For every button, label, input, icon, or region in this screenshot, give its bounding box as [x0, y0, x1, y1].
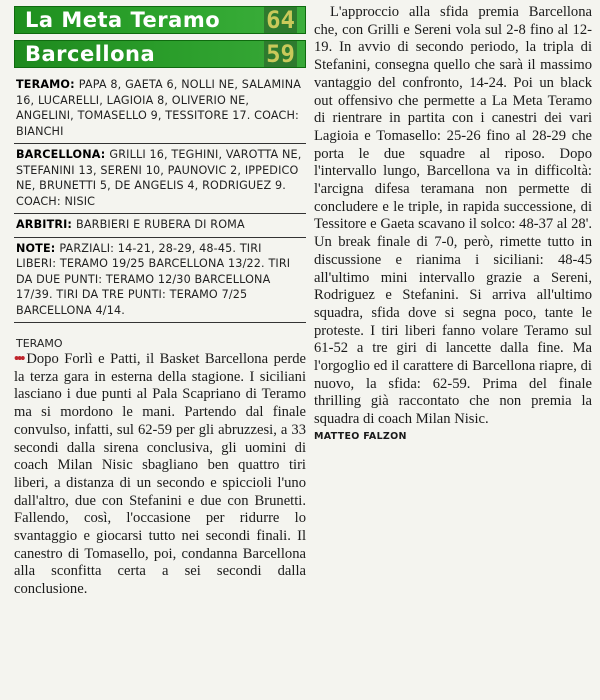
arbitri-label: ARBITRI:: [16, 218, 73, 231]
arbitri-text: BARBIERI E RUBERA DI ROMA: [76, 218, 245, 231]
bullet-marker: •••: [14, 351, 24, 367]
article-paragraph-2: L'approccio alla sfida premia Barcellona che, con Grilli e Sereni vola sul 2-8 fino al 12-19. In avvio di secondo periodo, la tripla di Stefanini, consegna quello che sarà il massimo vantaggio del confronto, 14-24. Poi un black out offensivo che permette a La Meta Teramo di rientrare in partita con i canestri dei vari Lagioia e Tomasello: 25-26 fino al 28-29 che porta le due squadre al riposo. Dopo l'intervallo lungo, Barcellona va in difficoltà: l'arcigna difesa teramana non permette di concludere e le triple, in rapida successione, di Tessitore e Gaeta scavano il solco: 48-37 al 28'. Un break finale di 7-0, però, rimette tutto in discussione e rianima i siciliani: 48-45 all'ultimo mini intervallo grazie a Sereni, Rodriguez e Stefanini. Si arriva all'ultimo squadra, sfida dove si segna poco, tante le proteste. I tiri liberi fanno volare Teramo sul 61-52 a tre giri di lancette dalla fine. Ma l'orgoglio ed il carattere di Barcellona riapre, di nuovo, la sfida: 62-59. Prima del finale thrilling già raccontato che non premia la squadra di coach Milan Nisic.: [314, 4, 592, 428]
left-column: [14, 6, 306, 599]
dateline: TERAMO: [16, 337, 63, 350]
away-team-score: 59: [266, 40, 295, 68]
barcellona-label: BARCELLONA:: [16, 148, 106, 161]
article-paragraph-1: [14, 351, 306, 599]
byline: MATTEO FALZON: [314, 430, 407, 442]
home-team-name: La Meta Teramo: [25, 8, 221, 32]
article-paragraph-1-text: Dopo Forlì e Patti, il Basket Barcellona perde la terza gara in esterna della stagione. I siciliani lasciano i due punti al Pala Scapriano di Teramo ma si mordono le mani. Partendo dal finale convulso, infatti, sul 62-59 per gli abruzzesi, a 33 secondi dalla sirena conclusiva, gli uomini di coach Milan Nisic sbagliano ben quattro tiri liberi, a distanza di un secondo e spiccioli l'uno dall'altro, due con Stefanini e due con Brunetti. Fallendo, così, l'occasione per ridurre lo svantaggio e giocarsi tutto nei secondi finali. Il canestro di Tomasello, poi, condanna Barcellona alla sconfitta certa a sei secondi dalla conclusione.: [14, 351, 306, 598]
teramo-lineup: [14, 74, 306, 144]
note-text: PARZIALI: 14-21, 28-29, 48-45. TIRI LIBERI: TERAMO 19/25 BARCELLONA 13/22. TIRI DA DUE PUNTI: TERAMO 12/30 BARCELLONA 17/39. TIRI DA TRE PUNTI: TERAMO 7/25 BARCELLONA 4/14.: [16, 241, 291, 317]
home-score-banner: [14, 6, 306, 34]
away-team-name: Barcellona: [25, 42, 156, 66]
teramo-label: TERAMO:: [16, 78, 75, 91]
game-notes: [14, 238, 306, 324]
note-label: NOTE:: [16, 241, 56, 255]
right-column: [314, 4, 592, 442]
referees: [14, 214, 306, 238]
teramo-players: PAPA 8, GAETA 6, NOLLI NE, SALAMINA 16, LUCARELLI, LAGIOIA 8, OLIVERIO NE, ANGELINI, TOMASELLO 9, TESSITORE 17. COACH: BIANCHI: [16, 78, 302, 138]
barcellona-players: GRILLI 16, TEGHINI, VAROTTA NE, STEFANINI 13, SERENI 10, PAUNOVIC 2, IPPEDICO NE, BRUNETTI 5, DE ANGELIS 4, RODRIGUEZ 9. COACH: NISIC: [16, 148, 302, 208]
home-team-score: 64: [266, 6, 295, 34]
barcellona-lineup: [14, 144, 306, 214]
away-score-banner: [14, 40, 306, 68]
